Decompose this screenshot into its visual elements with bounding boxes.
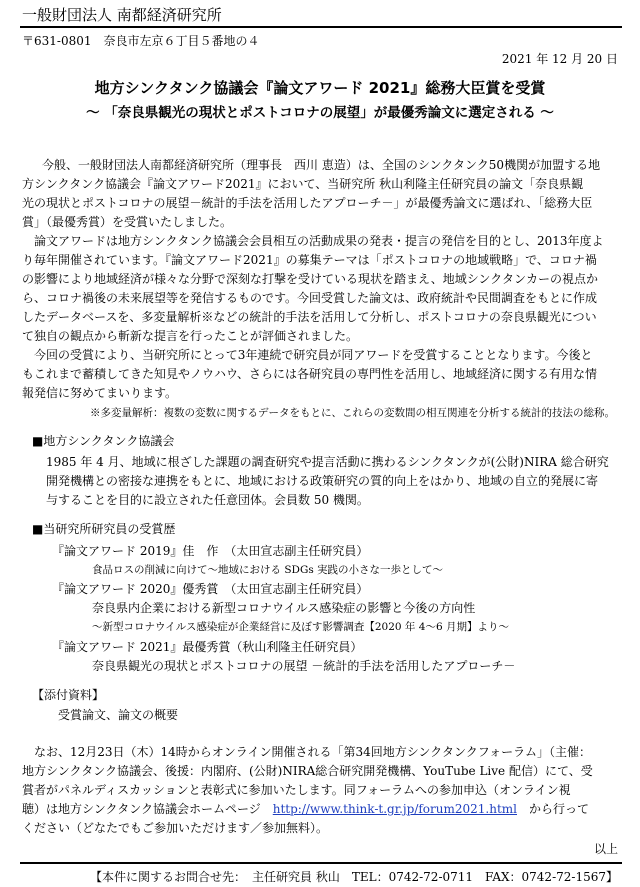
closing-line-text: 聴）は地方シンクタンク協議会ホームページ bbox=[22, 802, 273, 816]
closing-line: なお、12月23日（木）14時からオンライン開催される「第34回地方シンクタンクフォーラム」（主催： bbox=[34, 745, 591, 759]
body-line: 論文アワードは地方シンクタンク協議会会員相互の活動成果の発表・提言の発信を目的とし、2013年度よ bbox=[34, 234, 604, 248]
closing-line bbox=[22, 800, 589, 819]
award-title: 奈良県観光の現状とポストコロナの展望 －統計的手法を活用したアプローチ－ bbox=[92, 659, 516, 673]
footer-divider bbox=[20, 862, 622, 864]
closing-line-text: から行って bbox=[517, 802, 590, 816]
contact-info: 【本件に関するお問合せ先： 主任研究員 秋山 TEL：0742-72-0711 FAX：0742-72-1567】 bbox=[90, 870, 618, 884]
closing-mark: 以上 bbox=[593, 842, 618, 856]
postal-address: 〒631-0801 奈良市左京６丁目５番地の４ bbox=[22, 34, 260, 48]
body-line: り毎年開催されています。『論文アワード2021』の募集テーマは「ポストコロナの地域戦略」で、コロナ禍 bbox=[22, 253, 597, 267]
award-title: 食品ロスの削減に向けて～地域における SDGs 実践の小さな一歩として～ bbox=[92, 564, 444, 576]
award-title: 奈良県内企業における新型コロナウイルス感染症の影響と今後の方向性 bbox=[92, 601, 476, 615]
council-line: 開発機構との密接な連携をもとに、地域における政策研究の質的向上をはかり、地域の自立的発展に寄 bbox=[46, 474, 599, 488]
closing-line: ください（どなたでもご参加いただけます／参加無料）。 bbox=[22, 821, 329, 835]
closing-line: 賞者がパネルディスカッションと表彰式に参加いたします。同フォーラムへの参加申込（オンライン視 bbox=[22, 783, 571, 797]
body-line: したデータベースを、多変量解析※などの統計的手法を活用して分析し、ポストコロナの奈良県観光につい bbox=[22, 310, 597, 324]
footnote: ※多変量解析：複数の変数に関するデータをもとに、これらの変数間の相互関連を分析する統計的技法の総称。 bbox=[90, 407, 615, 419]
press-release-title: 地方シンクタンク協議会『論文アワード 2021』総務大臣賞を受賞 bbox=[94, 79, 546, 97]
council-line: 1985 年 4 月、地域に根ざした課題の調査研究や提言活動に携わるシンクタンクが(公財)NIRA 総合研究 bbox=[46, 455, 609, 469]
body-line: て独自の観点から斬新な提言を行ったことが評価されました。 bbox=[22, 329, 359, 343]
body-line: 今回の受賞により、当研究所にとって3年連続で研究員が同アワードを受賞することとなります。今後と bbox=[34, 348, 593, 362]
body-line: 報発信に努めてまいります。 bbox=[22, 386, 178, 400]
attachments-heading: 【添付資料】 bbox=[32, 688, 105, 702]
forum-link[interactable]: http://www.think-t.gr.jp/forum2021.html bbox=[272, 802, 517, 816]
award-head: 『論文アワード 2020』優秀賞 （太田宣志副主任研究員） bbox=[52, 582, 369, 596]
attachments-item: 受賞論文、論文の概要 bbox=[58, 708, 179, 722]
body-line: ら、コロナ禍後の未来展望等を発信するものです。今回受賞した論文は、政府統計や民間調査をもとに作成 bbox=[22, 291, 598, 305]
council-line: 与することを目的に設立された任意団体。会員数 50 機関。 bbox=[46, 493, 369, 507]
body-line: 賞」（最優秀賞）を受賞いたしました。 bbox=[22, 215, 233, 229]
closing-line: 地方シンクタンク協議会、後援：内閣府、(公財)NIRA総合研究開発機構、YouTube Live 配信）にて、受 bbox=[22, 764, 593, 778]
award-head: 『論文アワード 2021』最優秀賞（秋山利隆主任研究員） bbox=[52, 640, 363, 654]
section-heading-awards: ■当研究所研究員の受賞歴 bbox=[32, 522, 176, 536]
body-line: 今般、一般財団法人南都経済研究所（理事長 西川 恵造）は、全国のシンクタンク50機関が加盟する地 bbox=[42, 158, 601, 172]
press-release-subtitle: ～ 「奈良県観光の現状とポストコロナの展望」が最優秀論文に選定される ～ bbox=[86, 105, 554, 121]
award-head: 『論文アワード 2019』佳 作 （太田宣志副主任研究員） bbox=[52, 544, 369, 558]
body-line: の影響により地域経済が様々な分野で深刻な打撃を受けている現状を踏まえ、地域シンクタンカーの視点か bbox=[22, 272, 598, 286]
body-line: 方シンクタンク協議会『論文アワード2021』において、当研究所 秋山利隆主任研究員の論文「奈良県観 bbox=[22, 177, 584, 191]
section-heading-council: ■地方シンクタンク協議会 bbox=[32, 434, 175, 448]
organization-name: 一般財団法人 南都経済研究所 bbox=[22, 6, 222, 24]
release-date: 2021 年 12 月 20 日 bbox=[501, 52, 618, 66]
body-line: 光の現状とポストコロナの展望－統計的手法を活用したアプローチ－」が最優秀論文に選ばれ、「総務大臣 bbox=[22, 196, 593, 210]
header-divider bbox=[20, 26, 622, 28]
award-extra: ～新型コロナウイルス感染症が企業経営に及ぼす影響調査【2020 年 4～6 月期】より～ bbox=[92, 621, 509, 633]
body-line: もこれまで蓄積してきた知見やノウハウ、さらには各研究員の専門性を活用し、地域経済に関する有用な情 bbox=[22, 367, 598, 381]
